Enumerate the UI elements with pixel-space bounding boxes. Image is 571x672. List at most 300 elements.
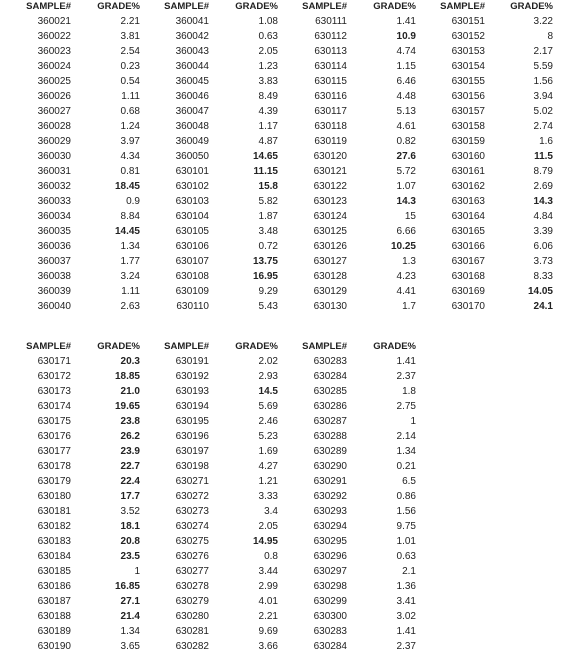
grade-value: 9.69 [258,626,278,637]
table-row [0,474,571,489]
sample-id: 630282 [175,641,209,652]
table-row [0,119,571,134]
grade-value: 1.7 [402,301,416,312]
sample-column-header: SAMPLE# [26,341,71,352]
grade-value: 1.41 [396,626,416,637]
sample-id: 630112 [314,31,347,42]
grade-value: 5.69 [258,401,278,412]
grade-value: 0.8 [264,551,278,562]
grade-value: 3.33 [258,491,278,502]
table-row [0,504,571,519]
grade-value-highlighted: 23.5 [120,551,140,562]
sample-id: 630172 [37,371,71,382]
grade-value: 4.41 [396,286,416,297]
table-row [0,89,571,104]
grade-value-highlighted: 23.8 [120,416,140,427]
sample-id: 360029 [37,136,71,147]
grade-value: 1.21 [258,476,278,487]
sample-id: 360033 [37,196,71,207]
sample-id: 630179 [37,476,71,487]
sample-id: 360021 [37,16,71,27]
sample-id: 630173 [37,386,71,397]
grade-value: 0.23 [120,61,140,72]
sample-id: 630274 [175,521,209,532]
sample-table-bottom [0,340,571,654]
sample-id: 630290 [313,461,347,472]
sample-id: 360034 [37,211,71,222]
table-row [0,104,571,119]
grade-value: 5.13 [396,106,416,117]
sample-id: 360024 [37,61,71,72]
sample-id: 630128 [313,271,347,282]
grade-value: 2.75 [396,401,416,412]
grade-value-highlighted: 14.5 [258,386,278,397]
sample-id: 360046 [175,91,209,102]
sample-id: 630280 [175,611,209,622]
sample-id: 360022 [37,31,71,42]
sample-table-top [0,0,571,314]
sample-id: 630283 [313,626,347,637]
grade-value: 1.36 [396,581,416,592]
grade-value-highlighted: 14.65 [252,151,278,162]
table-row [0,594,571,609]
sample-id: 360026 [37,91,71,102]
grade-value: 8.49 [258,91,278,102]
grade-value: 4.61 [396,121,416,132]
sample-column-header: SAMPLE# [26,1,71,12]
sample-id: 630278 [175,581,209,592]
sample-column-header: SAMPLE# [164,1,209,12]
grade-value-highlighted: 13.75 [252,256,278,267]
grade-column-header: GRADE% [510,1,553,12]
grade-value: 0.9 [126,196,140,207]
table-row [0,549,571,564]
table-row [0,44,571,59]
sample-id: 630122 [313,181,347,192]
grade-value: 1 [410,416,416,427]
table-row [0,639,571,654]
table-row [0,29,571,44]
grade-value: 15 [404,211,416,222]
sample-id: 630180 [37,491,71,502]
grade-value-highlighted: 14.3 [533,196,553,207]
grade-value-highlighted: 22.7 [120,461,140,472]
grade-value: 0.21 [396,461,416,472]
sample-id: 630190 [37,641,71,652]
grade-value: 3.24 [120,271,140,282]
sample-id: 630121 [313,166,347,177]
grade-value: 1.56 [396,506,416,517]
grade-value: 4.84 [533,211,553,222]
table-row [0,624,571,639]
grade-value-highlighted: 14.45 [114,226,140,237]
grade-value: 0.86 [396,491,416,502]
grade-value: 5.59 [533,61,553,72]
sample-id: 630120 [313,151,347,162]
grade-value: 5.02 [533,106,553,117]
grade-value-highlighted: 10.25 [390,241,416,252]
grade-value: 1.41 [396,16,416,27]
sample-id: 630102 [175,181,209,192]
grade-value-highlighted: 23.9 [120,446,140,457]
grade-value: 1.77 [120,256,140,267]
grade-value: 0.82 [396,136,416,147]
grade-value: 3.48 [258,226,278,237]
grade-value: 4.01 [258,596,278,607]
sample-id: 630294 [313,521,347,532]
sample-id: 630184 [37,551,71,562]
grade-value: 2.74 [533,121,553,132]
grade-value: 0.68 [120,106,140,117]
sample-id: 630281 [175,626,209,637]
grade-value: 4.39 [258,106,278,117]
table-row [0,609,571,624]
grade-value: 1.87 [258,211,278,222]
sample-id: 630287 [313,416,347,427]
grade-value: 1.17 [258,121,278,132]
grade-value: 4.74 [396,46,416,57]
sample-id: 630162 [451,181,485,192]
header-row [0,0,571,14]
sample-id: 630101 [175,166,209,177]
sample-id: 630154 [451,61,485,72]
sample-id: 630163 [451,196,485,207]
grade-value: 2.17 [533,46,553,57]
sample-column-header: SAMPLE# [164,341,209,352]
sample-id: 630187 [37,596,71,607]
sample-id: 630125 [313,226,347,237]
sample-id: 630186 [37,581,71,592]
grade-value: 3.52 [120,506,140,517]
grade-value: 5.23 [258,431,278,442]
grade-value: 4.34 [120,151,140,162]
sample-id: 630288 [313,431,347,442]
sample-id: 630130 [313,301,347,312]
sample-id: 630283 [313,356,347,367]
sample-id: 630197 [175,446,209,457]
sample-id: 630107 [175,256,209,267]
grade-value: 2.37 [396,371,416,382]
grade-value-highlighted: 18.1 [120,521,140,532]
grade-value: 2.46 [258,416,278,427]
sample-id: 630176 [37,431,71,442]
grade-column-header: GRADE% [235,1,278,12]
grade-column-header: GRADE% [97,341,140,352]
sample-id: 360049 [175,136,209,147]
sample-id: 630117 [314,106,347,117]
sample-id: 360041 [175,16,209,27]
sample-id: 630189 [37,626,71,637]
sample-id: 360023 [37,46,71,57]
sample-id: 630157 [451,106,485,117]
grade-value: 3.94 [533,91,553,102]
table-row [0,59,571,74]
sample-id: 630178 [37,461,71,472]
sample-id: 630284 [313,641,347,652]
table-row [0,14,571,29]
sample-id: 630291 [313,476,347,487]
sample-id: 630192 [175,371,209,382]
sample-id: 630151 [451,16,485,27]
sample-id: 360048 [175,121,209,132]
grade-value: 2.99 [258,581,278,592]
sample-id: 630273 [175,506,209,517]
sample-id: 630160 [451,151,485,162]
grade-value: 1.34 [396,446,416,457]
sample-id: 630116 [314,91,347,102]
sample-id: 630297 [313,566,347,577]
sample-id: 630289 [313,446,347,457]
grade-value: 5.72 [396,166,416,177]
grade-value-highlighted: 21.0 [120,386,140,397]
sample-id: 630106 [175,241,209,252]
grade-value: 4.87 [258,136,278,147]
grade-value: 3.02 [396,611,416,622]
sample-id: 630171 [37,356,71,367]
table-row [0,354,571,369]
sample-id: 630169 [451,286,485,297]
grade-value-highlighted: 14.05 [527,286,553,297]
grade-value: 6.46 [396,76,416,87]
sample-id: 630156 [451,91,485,102]
sample-id: 630193 [175,386,209,397]
grade-value-highlighted: 27.1 [120,596,140,607]
grade-value-highlighted: 16.85 [114,581,140,592]
grade-value: 1.8 [402,386,416,397]
sample-id: 630279 [175,596,209,607]
grade-value: 3.83 [258,76,278,87]
table-row [0,399,571,414]
table-row [0,209,571,224]
grade-value-highlighted: 27.6 [396,151,416,162]
grade-value: 3.66 [258,641,278,652]
grade-value-highlighted: 14.95 [252,536,278,547]
sample-column-header: SAMPLE# [440,1,485,12]
grade-value: 2.93 [258,371,278,382]
sample-id: 630177 [37,446,71,457]
sample-id: 630295 [313,536,347,547]
sample-id: 630285 [313,386,347,397]
sample-id: 630275 [175,536,209,547]
grade-value-highlighted: 20.8 [120,536,140,547]
table-row [0,269,571,284]
sample-id: 630272 [175,491,209,502]
grade-value: 0.63 [396,551,416,562]
sample-column-header: SAMPLE# [302,1,347,12]
sample-id: 630300 [313,611,347,622]
table-row [0,564,571,579]
sample-id: 360039 [37,286,71,297]
grade-value: 4.27 [258,461,278,472]
sample-id: 360027 [37,106,71,117]
sample-id: 630181 [37,506,71,517]
sample-id: 630299 [313,596,347,607]
header-row [0,340,571,354]
grade-value: 1.69 [258,446,278,457]
grade-value-highlighted: 11.15 [253,166,278,177]
grade-value: 8.33 [533,271,553,282]
grade-value: 3.39 [533,226,553,237]
sample-id: 630191 [175,356,209,367]
sample-id: 630182 [37,521,71,532]
grade-value: 1.08 [258,16,278,27]
grade-value-highlighted: 11.5 [534,151,553,162]
sample-id: 360040 [37,301,71,312]
sample-id: 630108 [175,271,209,282]
grade-value: 1 [134,566,140,577]
sample-id: 360031 [37,166,71,177]
grade-value: 2.21 [258,611,278,622]
sample-id: 630166 [451,241,485,252]
table-row [0,299,571,314]
table-row [0,519,571,534]
grade-value: 8 [547,31,553,42]
table-row [0,489,571,504]
grade-value: 8.79 [533,166,553,177]
grade-value-highlighted: 15.8 [258,181,278,192]
sample-id: 630165 [451,226,485,237]
grade-value: 1.11 [121,286,140,297]
grade-value: 3.4 [264,506,278,517]
sample-id: 360043 [175,46,209,57]
table-row [0,429,571,444]
sample-id: 630286 [313,401,347,412]
sample-id: 360036 [37,241,71,252]
grade-value: 3.41 [396,596,416,607]
grade-column-header: GRADE% [373,1,416,12]
grade-value: 5.43 [258,301,278,312]
sample-id: 630113 [314,46,347,57]
grade-value: 0.72 [258,241,278,252]
sample-id: 630123 [313,196,347,207]
grade-value: 1.56 [533,76,553,87]
grade-value: 3.65 [120,641,140,652]
grade-value: 3.97 [120,136,140,147]
grade-value: 9.75 [396,521,416,532]
grade-value-highlighted: 17.7 [120,491,140,502]
grade-value: 2.05 [258,46,278,57]
grade-value-highlighted: 14.3 [396,196,416,207]
sample-id: 630296 [313,551,347,562]
grade-value: 0.81 [120,166,140,177]
grade-value: 1.23 [258,61,278,72]
sample-id: 630124 [313,211,347,222]
grade-value: 2.37 [396,641,416,652]
sample-id: 630104 [175,211,209,222]
table-row [0,414,571,429]
sample-id: 630153 [451,46,485,57]
table-row [0,579,571,594]
sample-id: 360038 [37,271,71,282]
table-row [0,194,571,209]
sample-id: 360030 [37,151,71,162]
table-row [0,284,571,299]
sample-id: 630127 [313,256,347,267]
sample-id: 630185 [37,566,71,577]
grade-value: 2.05 [258,521,278,532]
sample-id: 360037 [37,256,71,267]
grade-value: 5.82 [258,196,278,207]
grade-value-highlighted: 16.95 [252,271,278,282]
grade-value: 1.07 [396,181,416,192]
sample-id: 360035 [37,226,71,237]
grade-value-highlighted: 21.4 [120,611,140,622]
grade-value: 4.23 [396,271,416,282]
sample-id: 360028 [37,121,71,132]
grade-value: 3.81 [120,31,140,42]
sample-id: 630196 [175,431,209,442]
sample-id: 630158 [451,121,485,132]
sample-id: 630129 [313,286,347,297]
table-row [0,459,571,474]
grade-value: 6.5 [402,476,416,487]
sample-id: 630103 [175,196,209,207]
grade-value: 6.66 [396,226,416,237]
table-row [0,254,571,269]
sample-id: 630114 [314,61,347,72]
sample-id: 630168 [451,271,485,282]
sample-id: 630284 [313,371,347,382]
grade-value: 9.29 [258,286,278,297]
grade-value: 1.11 [121,91,140,102]
grade-value: 1.41 [396,356,416,367]
grade-value: 8.84 [120,211,140,222]
grade-value: 3.73 [533,256,553,267]
sample-id: 360045 [175,76,209,87]
sample-id: 630115 [314,76,347,87]
table-row [0,74,571,89]
grade-value: 2.14 [396,431,416,442]
sample-id: 630276 [175,551,209,562]
sample-id: 630183 [37,536,71,547]
grade-value: 6.06 [533,241,553,252]
sample-id: 360047 [175,106,209,117]
sample-id: 630159 [451,136,485,147]
sample-id: 630198 [175,461,209,472]
sample-id: 360032 [37,181,71,192]
grade-value-highlighted: 22.4 [120,476,140,487]
grade-value-highlighted: 18.85 [114,371,140,382]
table-row [0,179,571,194]
grade-value: 1.6 [539,136,553,147]
sample-id: 630109 [175,286,209,297]
sample-id: 630110 [176,301,209,312]
table-row [0,149,571,164]
sample-id: 630118 [314,121,347,132]
grade-value: 1.34 [120,241,140,252]
grade-value: 3.44 [258,566,278,577]
grade-value-highlighted: 20.3 [120,356,140,367]
table-row [0,384,571,399]
grade-value: 4.48 [396,91,416,102]
sample-id: 630174 [37,401,71,412]
grade-value-highlighted: 10.9 [396,31,416,42]
grade-value: 1.01 [396,536,416,547]
grade-value: 2.02 [258,356,278,367]
sample-id: 630119 [314,136,347,147]
grade-value: 1.24 [120,121,140,132]
sample-id: 630195 [175,416,209,427]
sample-id: 630293 [313,506,347,517]
table-row [0,164,571,179]
sample-id: 360044 [175,61,209,72]
sample-id: 630155 [451,76,485,87]
sample-id: 630194 [175,401,209,412]
sample-id: 630298 [313,581,347,592]
sample-id: 630152 [451,31,485,42]
grade-column-header: GRADE% [235,341,278,352]
grade-value: 3.22 [533,16,553,27]
